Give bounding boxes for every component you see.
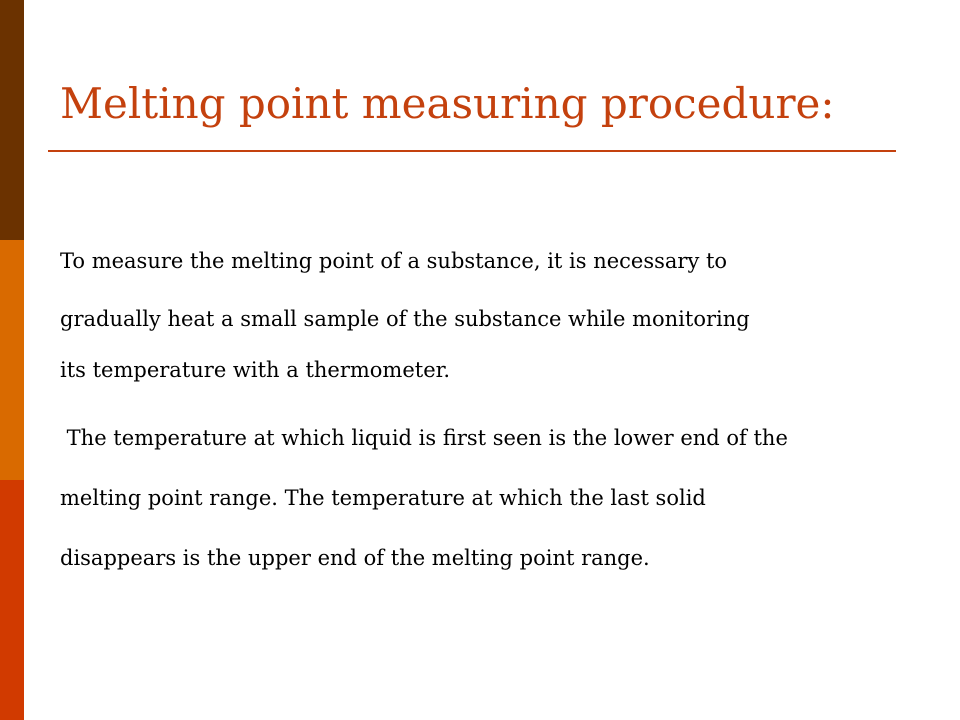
paragraph-1 <box>60 232 920 392</box>
paragraph-1-line-3: its temperature with a thermometer. <box>60 358 451 382</box>
paragraph-2-line-1: The temperature at which liquid is first seen is the lower end of the <box>60 426 788 450</box>
slide-title: Melting point measuring procedure: <box>60 79 835 128</box>
accent-bar-bottom <box>0 480 24 720</box>
title-underline <box>48 150 896 152</box>
paragraph-1-line-2: gradually heat a small sample of the substance while monitoring <box>60 307 750 331</box>
paragraph-2 <box>60 408 920 588</box>
paragraph-2-line-2: melting point range. The temperature at which the last solid <box>60 486 706 510</box>
paragraph-1-line-1: To measure the melting point of a substance, it is necessary to <box>60 249 728 273</box>
accent-bar-middle <box>0 240 24 480</box>
accent-bar-top <box>0 0 24 240</box>
paragraph-2-line-3: disappears is the upper end of the melting point range. <box>60 546 650 570</box>
